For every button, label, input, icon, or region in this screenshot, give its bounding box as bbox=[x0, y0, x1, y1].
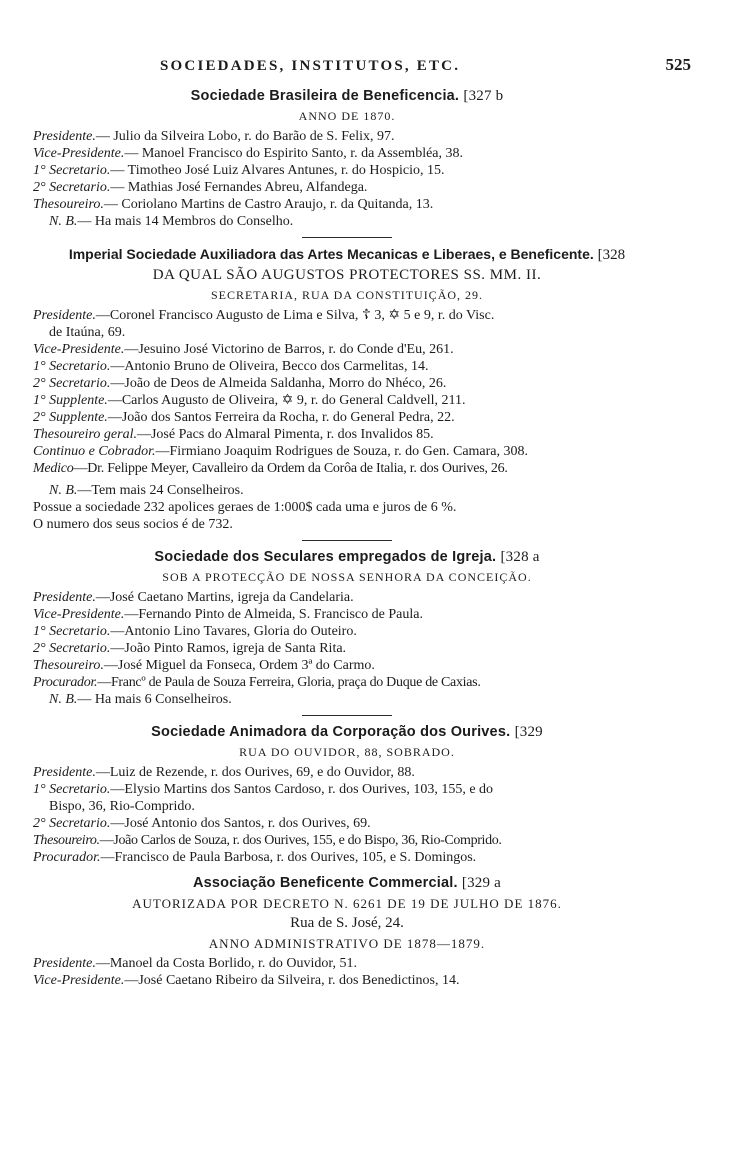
section-year: ANNO ADMINISTRATIVO DE 1878—1879. bbox=[208, 936, 486, 951]
page-number: 525 bbox=[665, 55, 691, 74]
running-head-title: SOCIEDADES, INSTITUTOS, ETC. bbox=[160, 58, 461, 74]
officer-line: Continuo e Cobrador.—Firmiano Joaquim Rodrigues de Souza, r. do Gen. Camara, 308. bbox=[33, 444, 529, 459]
officer-line: 1° Supplente.—Carlos Augusto de Oliveira, ✡ 9, r. do General Caldvell, 211. bbox=[33, 393, 466, 408]
section-subtitle: DA QUAL SÃO AUGUSTOS PROTECTORES SS. MM. II. bbox=[152, 267, 542, 283]
section-animadora-ourives bbox=[33, 724, 661, 866]
officer-line: Vice-Presidente.—Jesuino José Victorino de Barros, r. do Conde d'Eu, 261. bbox=[33, 342, 454, 357]
continuation-line: Bispo, 36, Rio-Comprido. bbox=[49, 799, 195, 814]
officer-line: 2° Supplente.—João dos Santos Ferreira da Rocha, r. do General Pedra, 22. bbox=[33, 410, 455, 425]
officer-line: 1° Secretario.—Antonio Lino Tavares, Gloria do Outeiro. bbox=[33, 624, 357, 639]
section-title: Sociedade dos Seculares empregados de Igreja. [328 a bbox=[154, 549, 540, 565]
officer-line: Procurador.—Francº de Paula de Souza Ferreira, Gloria, praça do Duque de Caxias. bbox=[33, 675, 481, 690]
officer-line: Vice-Presidente.— Manoel Francisco do Espirito Santo, r. da Assembléa, 38. bbox=[33, 146, 464, 161]
section-address: Rua de S. José, 24. bbox=[290, 915, 404, 931]
running-head bbox=[0, 55, 736, 78]
note-line: Possue a sociedade 232 apolices geraes de 1:000$ cada uma e juros de 6 %. bbox=[33, 500, 457, 515]
officer-line: Presidente.—Luiz de Rezende, r. dos Ourives, 69, e do Ouvidor, 88. bbox=[33, 765, 415, 780]
section-divider bbox=[302, 237, 392, 238]
section-code: [328 a bbox=[500, 549, 540, 565]
officer-line: Thesoureiro geral.—José Pacs do Almaral Pimenta, r. dos Invalidos 85. bbox=[33, 427, 434, 442]
continuation-line: de Itaúna, 69. bbox=[49, 325, 126, 340]
officer-line: Presidente.— Julio da Silveira Lobo, r. do Barão de S. Felix, 97. bbox=[33, 129, 395, 144]
note-line: O numero dos seus socios é de 732. bbox=[33, 517, 233, 532]
officer-line: 1° Secretario.— Timotheo José Luiz Alvares Antunes, r. do Hospicio, 15. bbox=[33, 163, 445, 178]
section-code: [329 a bbox=[461, 875, 502, 891]
officer-line: Thesoureiro.—José Miguel da Fonseca, Ordem 3ª do Carmo. bbox=[33, 658, 375, 673]
section-code: [328 bbox=[597, 247, 626, 263]
officer-line: Thesoureiro.— Coriolano Martins de Castro Araujo, r. da Quitanda, 13. bbox=[33, 197, 434, 212]
officer-line: Procurador.—Francisco de Paula Barbosa, r. dos Ourives, 105, e S. Domingos. bbox=[33, 850, 477, 865]
section-code: [329 bbox=[514, 724, 543, 740]
officer-line: 2° Secretario.—João Pinto Ramos, igreja de Santa Rita. bbox=[33, 641, 347, 656]
officer-line: Vice-Presidente.—Fernando Pinto de Almeida, S. Francisco de Paula. bbox=[33, 607, 423, 622]
note-line: N. B.— Ha mais 6 Conselheiros. bbox=[49, 692, 232, 707]
officer-line: 1° Secretario.—Elysio Martins dos Santos Cardoso, r. dos Ourives, 103, 155, e do bbox=[33, 782, 494, 797]
section-subtitle: RUA DO OUVIDOR, 88, SOBRADO. bbox=[239, 745, 455, 759]
section-divider bbox=[302, 540, 392, 541]
officer-line: 2° Secretario.—João de Deos de Almeida Saldanha, Morro do Nhéco, 26. bbox=[33, 376, 447, 391]
section-subtitle: SOB A PROTECÇÃO DE NOSSA SENHORA DA CONCEIÇÃO. bbox=[162, 570, 532, 584]
officer-line: 2° Secretario.— Mathias José Fernandes Abreu, Alfandega. bbox=[33, 180, 368, 195]
officer-line: 2° Secretario.—José Antonio dos Santos, r. dos Ourives, 69. bbox=[33, 816, 371, 831]
officer-line: Presidente.—José Caetano Martins, igreja da Candelaria. bbox=[33, 590, 354, 605]
section-brasileira-beneficencia bbox=[33, 88, 661, 230]
section-code: [327 b bbox=[463, 88, 504, 104]
section-beneficente-commercial bbox=[33, 875, 661, 989]
officer-line: Presidente.—Coronel Francisco Augusto de Lima e Silva, ☦ 3, ✡ 5 e 9, r. do Visc. bbox=[33, 308, 495, 323]
officer-line: Vice-Presidente.—José Caetano Ribeiro da Silveira, r. dos Benedictinos, 14. bbox=[33, 973, 460, 988]
section-subtitle: ANNO DE 1870. bbox=[298, 109, 396, 123]
section-title: Associação Beneficente Commercial. [329 a bbox=[192, 875, 502, 891]
section-imperial-auxiliadora bbox=[33, 246, 661, 533]
officer-line: Medico—Dr. Felippe Meyer, Cavalleiro da Ordem da Corôa de Italia, r. dos Ourives, 26. bbox=[33, 461, 508, 476]
section-divider bbox=[302, 715, 392, 716]
note-line: N. B.— Ha mais 14 Membros do Conselho. bbox=[49, 214, 294, 229]
section-seculares-igreja bbox=[33, 549, 661, 708]
officer-line: Thesoureiro.—João Carlos de Souza, r. dos Ourives, 155, e do Bispo, 36, Rio-Comprido. bbox=[33, 833, 502, 848]
note-line: N. B.—Tem mais 24 Conselheiros. bbox=[49, 483, 244, 498]
section-title: Sociedade Brasileira de Beneficencia. [327 b bbox=[190, 88, 504, 104]
section-title: Sociedade Animadora da Corporação dos Ourives. [329 bbox=[151, 724, 543, 740]
page-content bbox=[33, 84, 661, 989]
section-title: Imperial Sociedade Auxiliadora das Artes Mecanicas e Liberaes, e Beneficente. [328 bbox=[68, 246, 626, 263]
officer-line: Presidente.—Manoel da Costa Borlido, r. do Ouvidor, 51. bbox=[33, 956, 357, 971]
section-address: SECRETARIA, RUA DA CONSTITUIÇÃO, 29. bbox=[210, 288, 484, 302]
officer-line: 1° Secretario.—Antonio Bruno de Oliveira, Becco dos Carmelitas, 14. bbox=[33, 359, 429, 374]
section-subtitle: AUTORIZADA POR DECRETO N. 6261 DE 19 DE JULHO DE 1876. bbox=[132, 896, 562, 911]
